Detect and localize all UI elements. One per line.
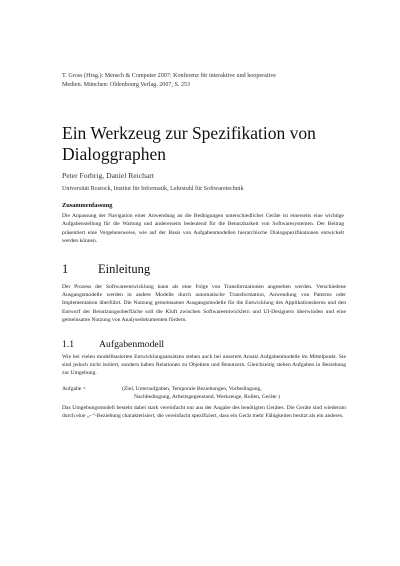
citation-header — [62, 72, 352, 90]
section-heading — [62, 262, 150, 277]
abstract-text: Die Anpassung der Navigation einer Anwendung an die Bedingungen unterschiedlicher Geräte ist einerseits eine wichtige Aufgabenstellung für die Wartung und andererseits bedeutend für die Benutzbarkeit von Softwaresystemen. Der Beitrag präsentiert eine Vorgehensweise, wie auf der Basis von Aufgabenmodellen hierarchische Dialogspezifikationen entwickelt werden können. — [62, 213, 344, 245]
section-number: 1 — [62, 262, 69, 276]
definition-value — [122, 385, 346, 401]
section-title: Einleitung — [98, 262, 151, 276]
subsection-title: Aufgabenmodell — [99, 339, 165, 350]
paper-title — [62, 123, 352, 165]
citation-line: T. Gross (Hrsg.): Mensch & Computer 2007: Konferenz für interaktive und kooperative — [62, 73, 276, 79]
subsection-number: 1.1 — [62, 339, 75, 350]
abstract-heading: Zusammenfassung — [62, 202, 113, 209]
environment-paragraph: Das Umgebungsmodell besteht dabei stark vereinfacht nur aus der Angabe des benötigten Gerätes. Die Geräte sind wiederum durch eine „⌐“-Beziehung charakterisiert, die vereinfacht spezifiziert, dass ein Gerät mehr Fähigkeiten besitzt als ein anderes. — [62, 405, 346, 420]
section-body: Der Prozess der Softwareentwicklung kann als eine Folge von Transformationen angesehen werden. Verschiedene Ausgangsmodelle werden in andere Modelle durch automatische Transformation, Anwendung von Patterns oder Implementation überführt. Die Nutzung gemeinsamer Ausgangsmodelle für die Entwicklung des Applikationskerns und den Entwurf der Benutzungsoberfläche soll die Kluft zwischen Softwareentwicklern und UI-Designern überwinden und eine gemeinsame Nutzung von Analysedokumenten fördern. — [62, 284, 346, 323]
definition-line: (Ziel, Unteraufgaben, Temporale Beziehungen, Vorbedingung, — [122, 386, 262, 392]
citation-line: Medien. München: Oldenbourg Verlag. 2007, S. 253 — [62, 81, 191, 88]
title-line: Ein Werkzeug zur Spezifikation von — [62, 123, 316, 143]
authors: Peter Forbrig, Daniel Reichart — [62, 171, 154, 180]
subsection-heading — [62, 339, 164, 351]
affiliation: Universität Rostock, Institut für Informatik, Lehrstuhl für Softwaretechnik — [62, 186, 244, 192]
subsection-body: Wie bei vielen modellbasierten Entwicklungsansätzen stehen auch bei unserem Ansatz Aufgabenmodelle im Mittelpunkt. Sie sind jedoch nicht isoliert, sondern haben Relationen zu Objekten und Benutzern. Gleichzeitig stehen Aufgaben in Beziehung zur Umgebung. — [62, 354, 346, 377]
title-line: Dialoggraphen — [62, 144, 166, 164]
definition-line: Nachbedingung, Arbeitsgegenstand, Werkzeuge, Rollen, Geräte ) — [134, 394, 280, 401]
definition-label: Aufgabe = — [62, 386, 86, 392]
